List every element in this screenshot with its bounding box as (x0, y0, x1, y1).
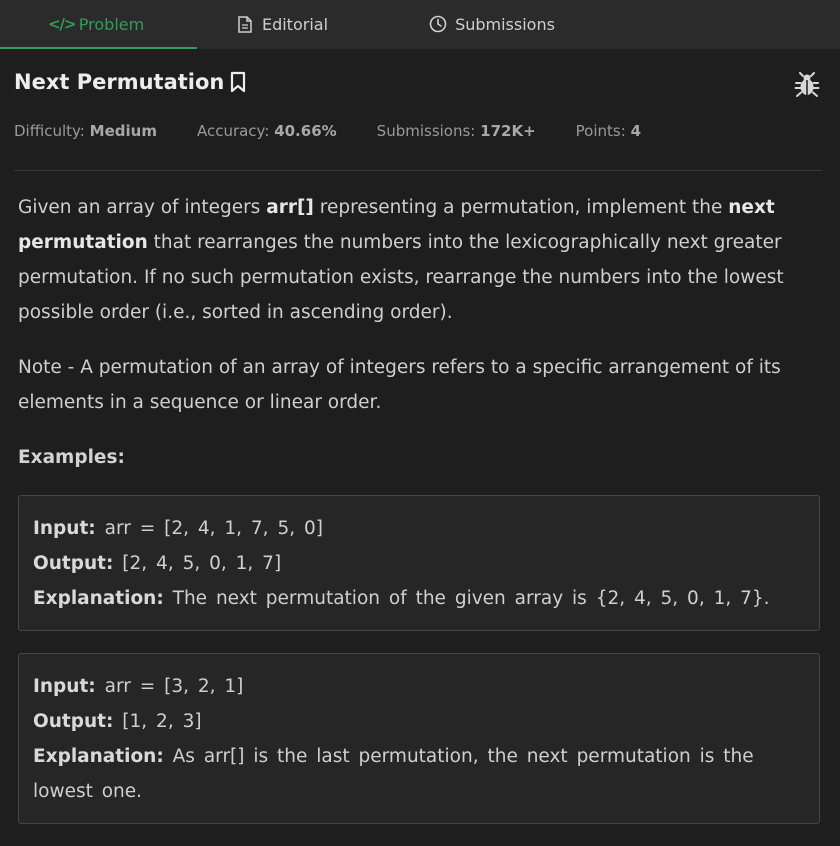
problem-description (18, 190, 808, 846)
tab-submissions-label: Submissions (455, 14, 555, 34)
tab-problem-label: Problem (78, 14, 145, 34)
examples-heading: Examples: (18, 447, 125, 468)
difficulty: Difficulty: Medium (14, 122, 157, 140)
example-box: Input: arr = [2, 4, 1, 7, 5, 0] Output: [2, 4, 5, 0, 1, 7] Explanation: The next permutation of the given array is {2, 4, 5, 0, 1, 7}. (18, 495, 820, 631)
tab-editorial[interactable] (197, 0, 367, 48)
example-output: [2, 4, 5, 0, 1, 7] (122, 553, 282, 574)
example-output: [1, 2, 3] (122, 711, 202, 732)
document-icon (236, 15, 254, 33)
problem-meta (14, 122, 681, 140)
example-explanation: As arr[] is the last permutation, the next permutation is the lowest one. (33, 746, 754, 802)
clock-icon (429, 15, 447, 33)
submissions-count: Submissions: 172K+ (376, 122, 536, 140)
tab-bar (0, 0, 840, 49)
bug-report-icon[interactable] (794, 72, 820, 98)
difficulty-value: Medium (89, 122, 157, 140)
example-input: arr = [3, 2, 1] (104, 676, 244, 697)
note-paragraph: Note - A permutation of an array of integers refers to a specific arrangement of its elements in a sequence or linear order. (18, 357, 781, 413)
example-box: Input: arr = [3, 2, 1] Output: [1, 2, 3] Explanation: As arr[] is the last permutation, the next permutation is the lowest one. (18, 653, 820, 824)
points-value: 4 (630, 122, 641, 140)
accuracy: Accuracy: 40.66% (196, 122, 337, 140)
description-paragraph: Given an array of integers arr[] representing a permutation, implement the next permutation that rearranges the numbers into the lexicographically next greater permutation. If no such permutation exists, rearrange the numbers into the lowest possible order (i.e., sorted in ascending order). (18, 197, 784, 323)
tab-submissions[interactable] (367, 0, 617, 48)
bookmark-icon[interactable] (228, 70, 248, 94)
problem-title: Next Permutation (14, 70, 225, 94)
divider (14, 170, 822, 171)
example-explanation: The next permutation of the given array is {2, 4, 5, 0, 1, 7}. (172, 588, 770, 609)
submissions-value: 172K+ (480, 122, 536, 140)
code-icon: </> (47, 15, 76, 33)
tab-editorial-label: Editorial (261, 14, 329, 34)
points: Points: 4 (575, 122, 641, 140)
example-input: arr = [2, 4, 1, 7, 5, 0] (104, 518, 323, 539)
tab-problem[interactable] (0, 0, 197, 48)
accuracy-value: 40.66% (274, 122, 337, 140)
problem-title-row (14, 70, 248, 94)
